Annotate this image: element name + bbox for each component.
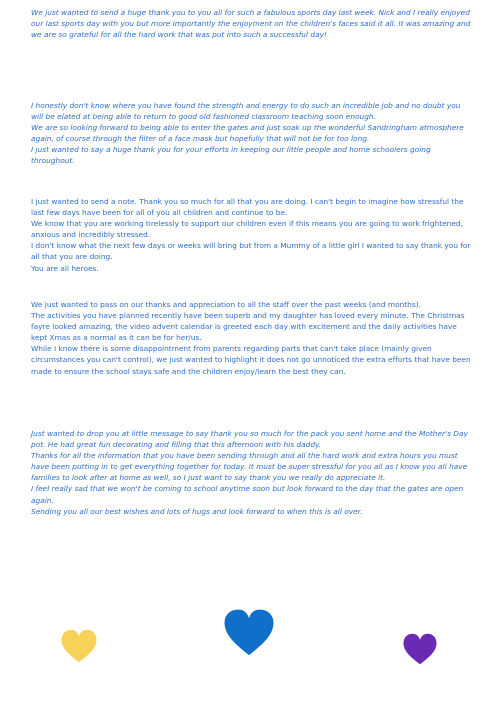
- blue-heart-shape: [225, 610, 274, 656]
- message-paragraph: We are so looking forward to being able to enter the gates and just soak up the wonderful Sandringham atmosphere again, of course through the filter of a face mask but hopefully that will not be for too long.: [31, 123, 464, 144]
- blue-heart-icon: [223, 607, 275, 657]
- purple-heart-shape: [403, 634, 436, 664]
- message-paragraph: Just wanted to drop you at little message to say thank you so much for the pack you sent home and the Mother's Day pot. He had great fun decorating and filling that this afternoon with his daddy.: [31, 429, 468, 450]
- yellow-heart-shape: [62, 630, 97, 662]
- message-paragraph: We just wanted to pass on our thanks and appreciation to all the staff over the past weeks (and months).: [31, 300, 421, 309]
- message-paragraph: While I know there is some disappointment from parents regarding parts that can't take place (mainly given circumstances you can't control), we just wanted to highlight it does not go unnoticed the extra efforts that have been made to ensure the school stays safe and the children enjoy/learn the best they can.: [31, 344, 471, 376]
- message-paragraph: I honestly don't know where you have found the strength and energy to do such an incredible job and no doubt you will be elated at being able to return to good old fashioned classroom teaching soon enough.: [31, 101, 461, 122]
- purple-heart-icon: [402, 632, 438, 666]
- message-sports-day: [31, 7, 471, 40]
- message-paragraph: You are all heroes.: [31, 263, 99, 273]
- message-paragraph: I feel really sad that we won't be coming to school anytime soon but look forward to the day that the gates are open again.: [31, 484, 464, 505]
- message-paragraph: We know that you are working tirelessly to support our children even if this means you are going to work frightened, anxious and incredibly stressed.: [31, 219, 463, 240]
- message-paragraph: I don't know what the next few days or weeks will bring but from a Mummy of a little girl I wanted to say thank you for all that you are doing.: [31, 241, 471, 262]
- message-paragraph: We just wanted to send a huge thank you to you all for such a fabulous sports day last week. Nick and I really enjoyed our last sports day with you but more importantly the enjoyment on the children's faces said it all. It was amazing and we are so grateful for all the hard work that was put into such a successful day!: [31, 8, 471, 40]
- message-classroom-return: [31, 100, 471, 167]
- message-christmas-activities: [31, 299, 471, 377]
- message-heroes: [31, 196, 471, 274]
- message-paragraph: I just wanted to say a huge thank you for your efforts in keeping our little people and home schoolers going throughout.: [31, 145, 431, 166]
- yellow-heart-icon: [60, 628, 98, 664]
- message-paragraph: I just wanted to send a note. Thank you so much for all that you are doing. I can't begin to imagine how stressful the last few days have been for all of you all children and continue to be.: [31, 197, 464, 218]
- message-paragraph: Sending you all our best wishes and lots of hugs and look forward to when this is all over.: [31, 506, 363, 516]
- message-mothers-day-pack: [31, 428, 471, 517]
- message-paragraph: Thanks for all the information that you have been sending through and all the hard work and extra hours you must have been putting in to get everything together for today. It must be super stressful for you all as I know you all have families to look after at home as well, so I just want to say thank you we really do appreciate it.: [31, 451, 468, 483]
- message-paragraph: The activities you have planned recently have been superb and my daughter has loved every minute. The Christmas fayre looked amazing, the video advent calendar is greeted each day with excitement and the daily activities have kept Xmas as a normal as it can be for her/us.: [31, 311, 465, 343]
